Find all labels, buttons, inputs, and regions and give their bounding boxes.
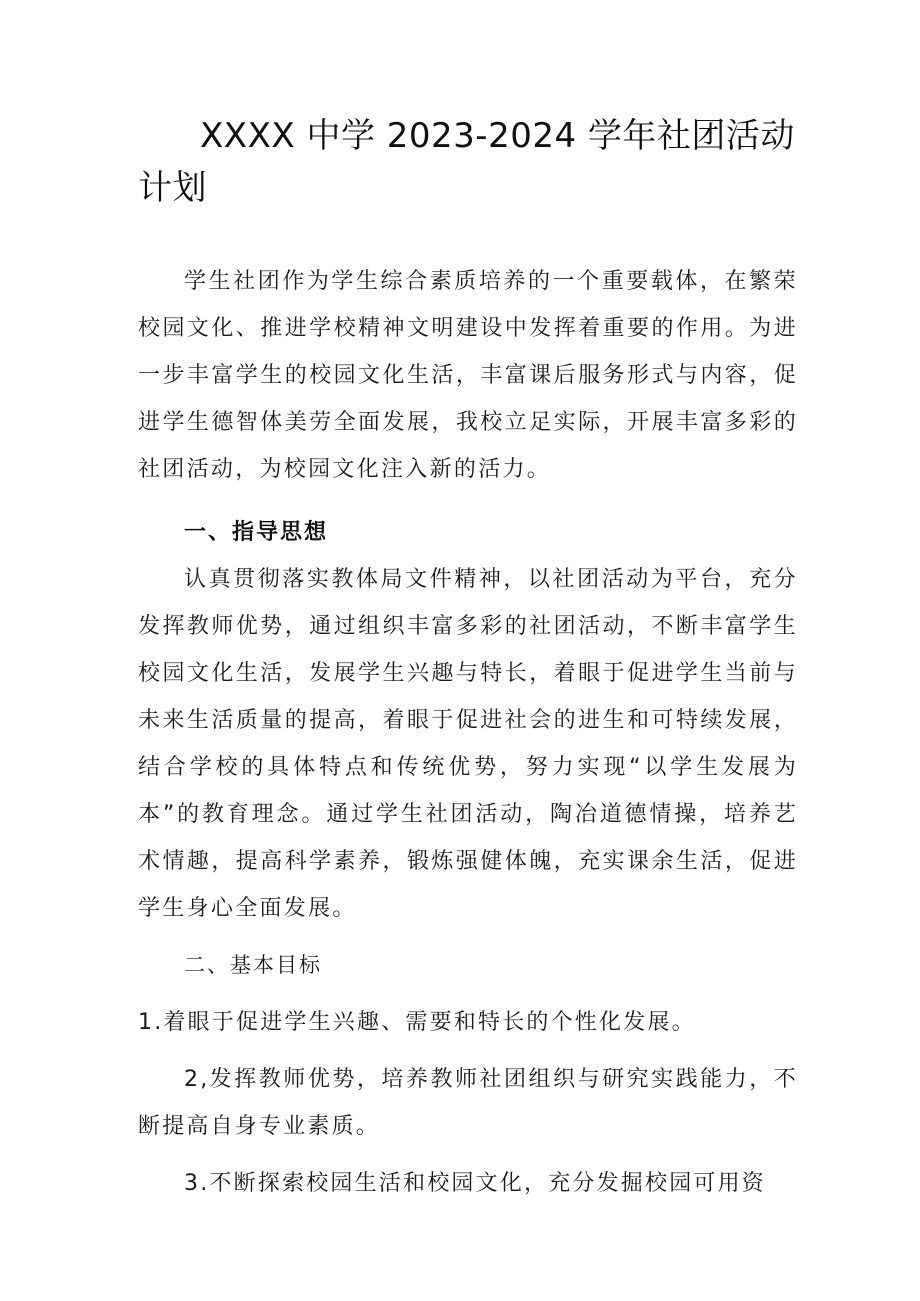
spacer	[138, 1046, 798, 1056]
section-heading-guiding-ideology: 一、指导思想	[184, 520, 329, 545]
spacer	[138, 493, 798, 509]
document-body	[138, 258, 798, 1207]
goal-item-2: 2,发挥教师优势，培养教师社团组织与研究实践能力，不断提高自身专业素质。	[138, 1067, 798, 1139]
spacer	[138, 989, 798, 999]
spacer	[138, 932, 798, 942]
section-heading-basic-goals: 二、基本目标	[184, 953, 322, 977]
spacer	[138, 1150, 798, 1160]
document-title: XXXX 中学 2023-2024 学年社团活动计划	[138, 116, 795, 208]
intro-paragraph: 学生社团作为学生综合素质培养的一个重要载体，在繁荣校园文化、推进学校精神文明建设中发挥着重要的作用。为进一步丰富学生的校园文化生活，丰富课后服务形式与内容，促进学生德智体美劳全面发展，我校立足实际，开展丰富多彩的社团活动，为校园文化注入新的活力。	[138, 269, 798, 482]
goal-item-1: 1.着眼于促进学生兴趣、需要和特长的个性化发展。	[138, 1010, 696, 1035]
guiding-ideology-paragraph: 认真贯彻落实教体局文件精神，以社团活动为平台，充分发挥教师优势，通过组织丰富多彩的社团活动，不断丰富学生校园文化生活，发展学生兴趣与特长，着眼于促进学生当前与未来生活质量的提高，着眼于促进社会的进生和可特续发展，结合学校的具体特点和传统优势，努力实现“以学生发展为本”的教育理念。通过学生社团活动，陶冶道德情操，培养艺术情趣，提高科学素养，锻炼强健体魄，充实课余生活，促进学生身心全面发展。	[138, 567, 798, 921]
goal-item-3: 3.不断探索校园生活和校园文化，充分发掘校园可用资	[184, 1171, 766, 1196]
